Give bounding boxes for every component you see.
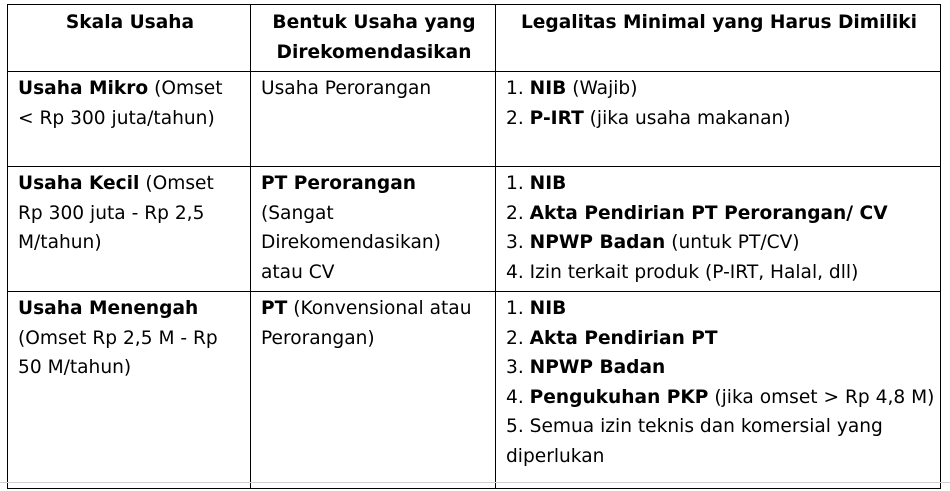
item-note: Semua izin teknis dan komersial yang diperlukan: [506, 416, 883, 467]
form-detail: Usaha Perorangan: [261, 78, 432, 99]
cell-business-scale: [8, 292, 251, 489]
cell-business-scale: [8, 167, 251, 292]
table-row: [8, 167, 941, 292]
form-name: PT Perorangan: [261, 173, 417, 194]
cell-recommended-form: [251, 292, 496, 489]
header-minimum-legality: Legalitas Minimal yang Harus Dimiliki: [496, 5, 941, 72]
item-name: Akta Pendirian PT Perorangan/ CV: [529, 202, 888, 224]
table-row: [8, 72, 941, 167]
item-name: P-IRT: [529, 107, 584, 129]
item-number: 2.: [506, 327, 530, 349]
list-item: [506, 412, 932, 471]
page-edge-line: [0, 482, 950, 483]
list-item: [506, 383, 935, 413]
item-number: 3.: [506, 357, 530, 378]
cell-business-scale: [8, 72, 251, 167]
list-item: [506, 353, 932, 383]
item-name: NPWP Badan: [529, 357, 666, 378]
list-item: [506, 199, 932, 229]
item-name: NPWP Badan: [529, 232, 666, 253]
scale-detail: (Omset Rp 2,5 M - Rp 50 M/tahun): [18, 327, 218, 378]
item-number: 1.: [506, 173, 530, 194]
scale-name: Usaha Mikro: [18, 78, 149, 99]
list-item: [506, 258, 932, 288]
header-recommended-form: Bentuk Usaha yang Direkomendasikan: [251, 5, 496, 72]
item-note: (jika omset > Rp 4,8 M): [708, 386, 935, 408]
cell-recommended-form: [251, 167, 496, 292]
form-detail: (Sangat Direkomendasikan) atau CV: [261, 202, 441, 283]
item-number: 2.: [506, 202, 530, 224]
legal-requirements-table: [7, 4, 941, 489]
header-row: [8, 5, 941, 72]
list-item: [506, 74, 932, 104]
header-business-scale: Skala Usaha: [8, 5, 251, 72]
item-note: (jika usaha makanan): [583, 107, 791, 129]
item-number: 1.: [506, 298, 530, 319]
item-note: Izin terkait produk (P-IRT, Halal, dll): [529, 261, 859, 283]
item-number: 5.: [506, 416, 530, 437]
item-number: 3.: [506, 232, 530, 253]
item-name: Akta Pendirian PT: [529, 327, 718, 349]
item-number: 4.: [506, 386, 530, 408]
cell-legality-list: [496, 72, 941, 167]
list-item: [506, 104, 932, 134]
list-item: [506, 228, 932, 258]
list-item: [506, 169, 932, 199]
list-item: [506, 324, 932, 354]
form-name: PT: [261, 298, 288, 319]
list-item: [506, 294, 932, 324]
scale-detail: (Omset < Rp 300 juta/tahun): [18, 78, 223, 129]
scale-detail: (Omset Rp 300 juta - Rp 2,5 M/tahun): [18, 173, 214, 253]
cell-legality-list: [496, 167, 941, 292]
item-note: (untuk PT/CV): [665, 232, 800, 253]
item-number: 1.: [506, 78, 530, 99]
item-note: (Wajib): [566, 78, 638, 99]
item-number: 2.: [506, 107, 530, 129]
scale-name: Usaha Kecil: [18, 173, 140, 194]
cell-recommended-form: [251, 72, 496, 167]
item-name: NIB: [529, 78, 567, 99]
scale-name: Usaha Menengah: [18, 298, 199, 319]
item-number: 4.: [506, 261, 530, 283]
item-name: NIB: [529, 298, 567, 319]
item-name: Pengukuhan PKP: [529, 386, 709, 408]
form-detail: (Konvensional atau Perorangan): [261, 298, 472, 349]
item-name: NIB: [529, 173, 567, 194]
table-row: [8, 292, 941, 489]
cell-legality-list: [496, 292, 941, 489]
